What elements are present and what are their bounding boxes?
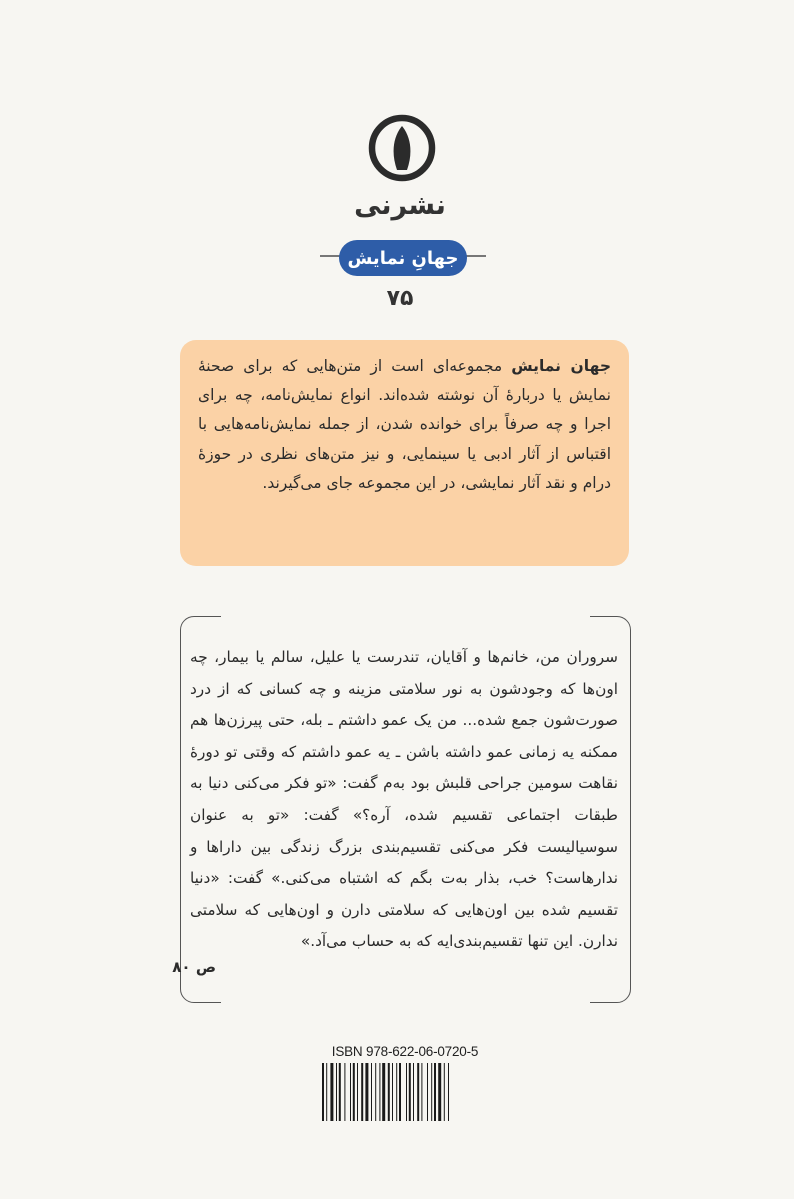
barcode-bar — [379, 1063, 380, 1121]
quote-page-reference: ص ۸۰ — [172, 958, 216, 976]
barcode-bar — [444, 1063, 445, 1121]
barcode-bar — [434, 1063, 436, 1121]
barcode-bar — [326, 1063, 327, 1121]
barcode-bar — [350, 1063, 351, 1121]
barcode-bar — [330, 1063, 333, 1121]
intro-text — [198, 352, 611, 498]
barcode-bar — [365, 1063, 368, 1121]
barcode-bar — [353, 1063, 355, 1121]
barcode-bar — [361, 1063, 363, 1121]
series-divider-left — [320, 255, 341, 257]
series-title-badge: جهانِ نمایش — [339, 240, 467, 276]
barcode-bar — [382, 1063, 385, 1121]
barcode-bar — [375, 1063, 376, 1121]
barcode-bar — [417, 1063, 419, 1121]
barcode — [322, 1063, 488, 1121]
barcode-bar — [344, 1063, 345, 1121]
barcode-bar — [339, 1063, 341, 1121]
barcode-bar — [399, 1063, 401, 1121]
barcode-bar — [413, 1063, 414, 1121]
barcode-bar — [421, 1063, 422, 1121]
publisher-name: نشرنی — [354, 190, 446, 221]
barcode-bar — [406, 1063, 407, 1121]
barcode-bar — [357, 1063, 358, 1121]
barcode-bar — [336, 1063, 337, 1121]
intro-bold-lead: جهان نمایش — [511, 357, 611, 375]
barcode-bar — [371, 1063, 372, 1121]
barcode-bar — [388, 1063, 390, 1121]
barcode-bar — [438, 1063, 441, 1121]
barcode-bar — [396, 1063, 397, 1121]
barcode-bar — [448, 1063, 449, 1121]
series-divider-right — [465, 255, 486, 257]
intro-body: مجموعه‌ای است از متن‌هایی که برای صحنهٔ نمایش یا دربارهٔ آن نوشته شده‌اند. انواع نمایش‌نامه، چه برای اجرا و چه صرفاً برای خوانده شدن، از جمله نمایش‌نامه‌هایی با اقتباس از آثار ادبی یا سینمایی، و نیز متن‌های نظری در حوزهٔ درام و نقد آثار نمایشی، در این مجموعه جای می‌گیرند. — [198, 357, 611, 492]
barcode-bar — [409, 1063, 411, 1121]
barcode-bar — [431, 1063, 432, 1121]
isbn-label: ISBN 978-622-06-0720-5 — [331, 1044, 479, 1059]
quote-text: سروران من، خانم‌ها و آقایان، تندرست یا علیل، سالم یا بیمار، چه اون‌ها که وجودشون به نور سلامتی مزینه و چه کسانی که از درد صورت‌شون جمع شده... من یک عمو داشتم ـ بله، حتی پیرزن‌ها هم ممکنه یه زمانی عمو داشته باشن ـ یه عمو داشتم که وقتی تو دورهٔ نقاهت سومین جراحی قلبش بود به‌م گفت: «تو فکر می‌کنی دنیا به طبقات اجتماعی تقسیم شده، آره؟» گفت: «تو به عنوان سوسیالیست فکر می‌کنی تقسیم‌بندی بزرگ زندگی بین داراها و ندارهاست؟ خب، بذار به‌ت بگم که اشتباه می‌کنی.» گفت: «دنیا تقسیم شده بین اون‌هایی که سلامتی دارن و اون‌هایی که سلامتی ندارن. این تنها تقسیم‌بندی‌ایه که به حساب می‌آد.» — [190, 648, 618, 951]
barcode-bar — [392, 1063, 393, 1121]
publisher-logo-icon — [367, 113, 437, 183]
barcode-bar — [427, 1063, 428, 1121]
series-number: ۷۵ — [386, 286, 414, 311]
barcode-bar — [322, 1063, 324, 1121]
